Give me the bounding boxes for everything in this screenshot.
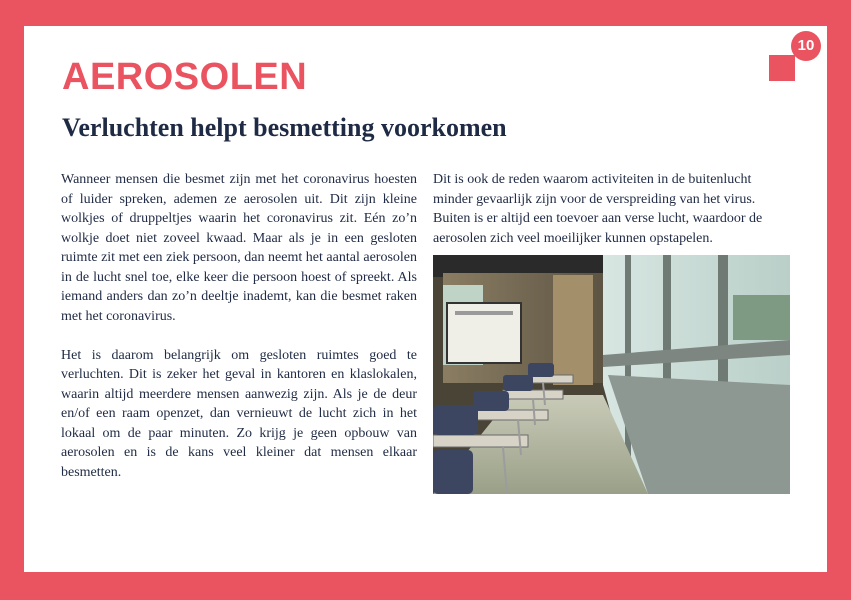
left-text-column	[61, 170, 417, 482]
page-badge-square	[769, 55, 795, 81]
article-heading: Verluchten helpt besmetting voorkomen	[62, 113, 507, 142]
left-paragraph-1: Wanneer mensen die besmet zijn met het coronavirus hoesten of luider spreken, ademen ze aerosolen uit. Dit zijn kleine wolkjes of druppeltjes waarin het coronavirus zit. Eén zo’n wolkje doet niet zoveel kwaad. Maar als je in een gesloten ruimte zit met een ziek persoon, dan neemt het aantal aerosolen in de lucht snel toe, elke keer die persoon hoest of spreekt. Als iemand anders dan zo’n deeltje inademt, kan die besmet raken met het coronavirus.	[61, 172, 417, 324]
photo-curtain	[553, 275, 593, 385]
photo-trees	[733, 295, 790, 340]
right-text-column	[433, 170, 791, 248]
page-number-badge: 10	[791, 31, 821, 61]
left-paragraph-2: Het is daarom belangrijk om gesloten ruimtes goed te verluchten. Dit is zeker het geval in kantoren en klaslokalen, waarin altijd meerdere mensen aanwezig zijn. Als je de deur en/of een raam openzet, dan vernieuwt de lucht zich in het lokaal om de paar minuten. Zo krijg je geen opbouw van aerosolen en is de kans veel kleiner dat mensen elkaar besmetten.	[61, 347, 417, 480]
section-title: AEROSOLEN	[62, 56, 308, 98]
photo-screen-text	[455, 311, 513, 315]
right-paragraph-1: Dit is ook de reden waarom activiteiten in de buitenlucht minder gevaarlijk zijn voor de verspreiding van het virus. Buiten is er altijd een toevoer aan verse lucht, waardoor de aerosolen zich veel moeilijker kunnen opstapelen.	[433, 172, 763, 246]
classroom-photo	[433, 255, 790, 494]
